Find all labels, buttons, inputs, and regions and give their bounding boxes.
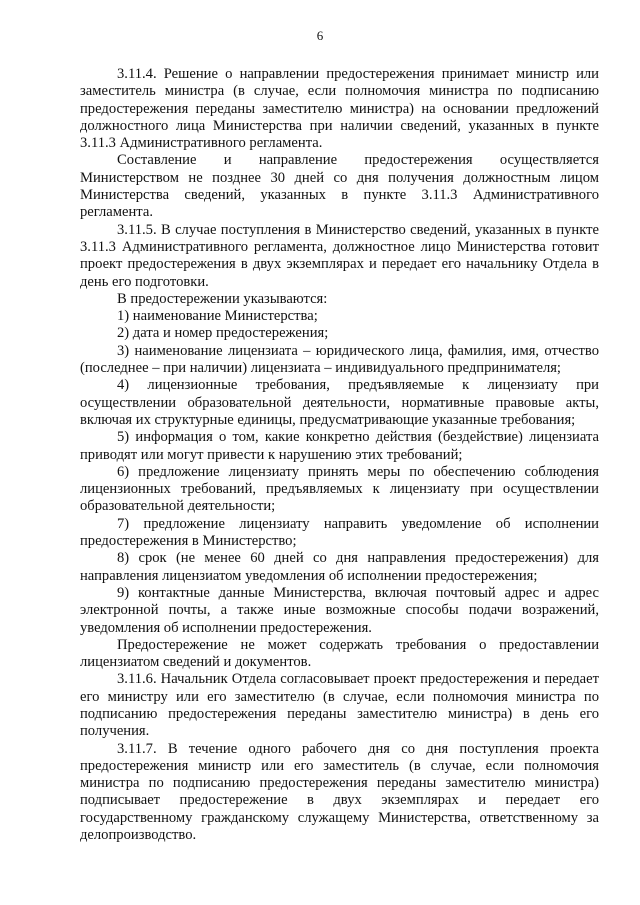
list-item-6: 6) предложение лицензиату принять меры по обеспечению соблюдения лицензионных требований, предъявляемых к лицензиату при осуществлении образовательной деятельности; <box>80 463 599 515</box>
list-item-3: 3) наименование лицензиата – юридического лица, фамилия, имя, отчество (последнее – при наличии) лицензиата – индивидуального предпринимателя; <box>80 342 599 377</box>
list-item-7: 7) предложение лицензиату направить уведомление об исполнении предостережения в Министерство; <box>80 515 599 550</box>
list-item-2: 2) дата и номер предостережения; <box>117 325 329 342</box>
paragraph-3-11-6: 3.11.6. Начальник Отдела согласовывает проект предостережения и передает его министру или его заместителю (в случае, если полномочия министра по подписанию предостережения переданы заместителю министра) в день его получения. <box>80 671 599 740</box>
list-item-5: 5) информация о том, какие конкретно действия (бездействие) лицензиата приводят или могут привести к нарушению этих требований; <box>80 429 599 463</box>
list-item-1: 1) наименование Министерства; <box>117 308 318 325</box>
list-item-4: 4) лицензионные требования, предъявляемые к лицензиату при осуществлении образовательной деятельности, нормативные правовые акты, включая их структурные единицы, предусматривающие указанные требования; <box>80 377 599 428</box>
paragraph-restriction: Предостережение не может содержать требования о предоставлении лицензиатом сведений и документов. <box>80 636 599 671</box>
paragraph-drafting-deadline: Составление и направление предостережения осуществляется Министерством не позднее 30 дней со дня получения должностным лицом Министерства сведений, указанных в пункте 3.11.3 Административного регламента. <box>80 152 599 221</box>
paragraph-3-11-7: 3.11.7. В течение одного рабочего дня со дня поступления проекта предостережения министр или его заместитель (в случае, если полномочия министра по подписанию предостережения переданы заместителю министра) подписывает предостережение в двух экземплярах и передает его государственному гражданскому служащему Министерства, ответственному за делопроизводство. <box>80 740 599 844</box>
paragraph-list-intro: В предостережении указываются: <box>117 290 328 307</box>
paragraph-3-11-4: 3.11.4. Решение о направлении предостережения принимает министр или заместитель министра (в случае, если полномочия министра по подписанию предостережения переданы заместителю министра) на основании предложений должностного лица Министерства при наличии сведений, указанных в пункте 3.11.3 Административного регламента. <box>80 66 599 152</box>
page-number: 6 <box>316 28 324 43</box>
list-item-9: 9) контактные данные Министерства, включая почтовый адрес и адрес электронной почты, а также иные возможные способы подачи возражений, уведомления об исполнении предостережения. <box>80 584 599 636</box>
document-body <box>80 66 599 844</box>
paragraph-3-11-5: 3.11.5. В случае поступления в Министерство сведений, указанных в пункте 3.11.3 Административного регламента, должностное лицо Министерства готовит проект предостережения в двух экземплярах и передает его начальнику Отдела в день его подготовки. <box>80 221 599 290</box>
list-item-8: 8) срок (не менее 60 дней со дня направления предостережения) для направления лицензиатом уведомления об исполнении предостережения; <box>80 550 599 584</box>
